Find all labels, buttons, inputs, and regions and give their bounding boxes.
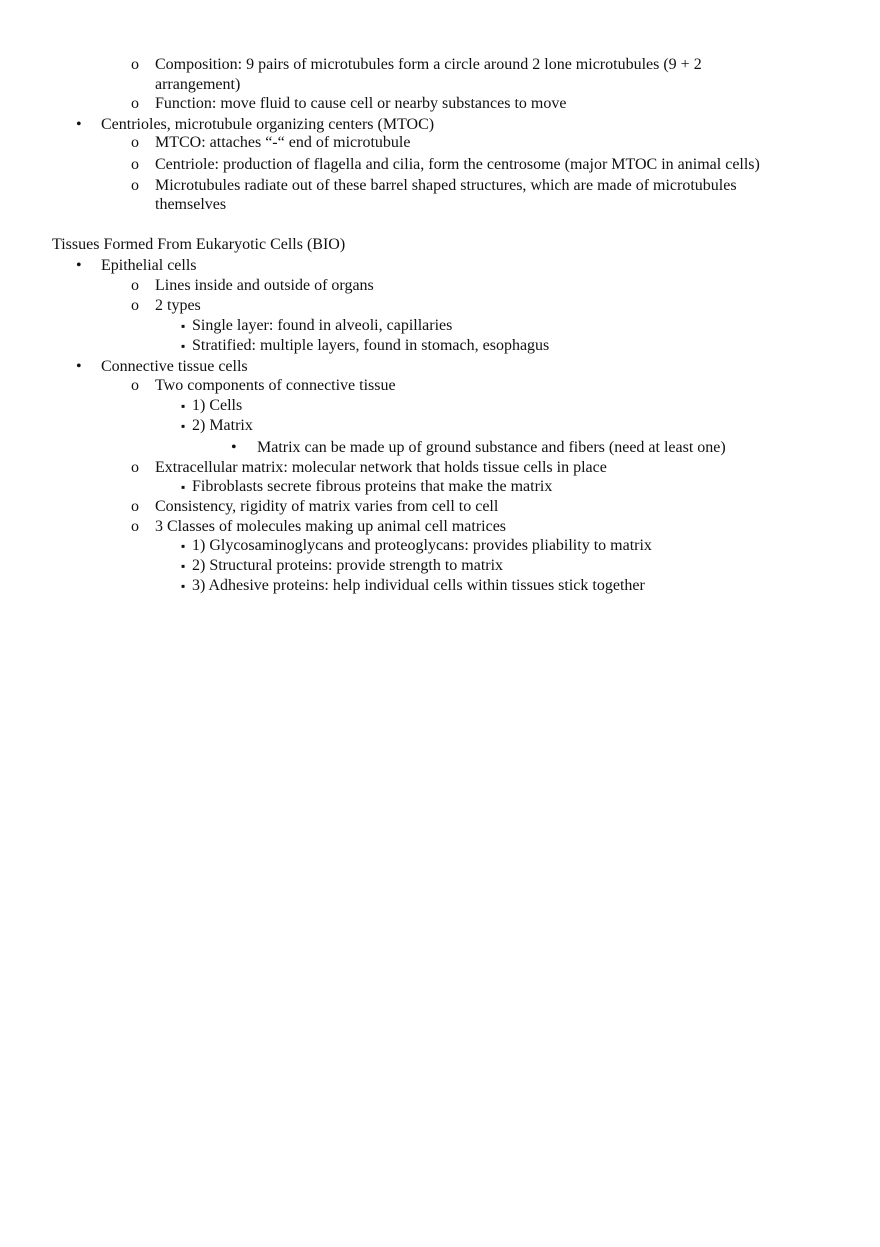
square-marker: ▪ bbox=[181, 319, 186, 333]
components-text: Two components of connective tissue bbox=[155, 377, 396, 394]
cells-text: 1) Cells bbox=[192, 397, 243, 414]
ground-substance-text: Matrix can be made up of ground substance and fibers (need at least one) bbox=[257, 439, 726, 456]
square-marker: ▪ bbox=[181, 579, 186, 593]
section-heading: Tissues Formed From Eukaryotic Cells (BIO) bbox=[52, 236, 346, 253]
lines-text: Lines inside and outside of organs bbox=[155, 277, 374, 294]
consistency-text: Consistency, rigidity of matrix varies from cell to cell bbox=[155, 498, 499, 515]
bullet-marker: • bbox=[76, 116, 82, 133]
square-marker: ▪ bbox=[181, 539, 186, 553]
list-marker-o: o bbox=[131, 177, 139, 194]
matrix-text: 2) Matrix bbox=[192, 417, 253, 434]
function-text: Function: move fluid to cause cell or nearby substances to move bbox=[155, 95, 567, 112]
list-marker-o: o bbox=[131, 156, 139, 173]
classes-text: 3 Classes of molecules making up animal cell matrices bbox=[155, 518, 507, 535]
radiate-line-1: Microtubules radiate out of these barrel shaped structures, which are made of microtubules bbox=[155, 177, 737, 194]
list-marker-o: o bbox=[131, 56, 139, 73]
composition-line-1: Composition: 9 pairs of microtubules form a circle around 2 lone microtubules (9 + 2 bbox=[155, 56, 702, 73]
composition-line-2: arrangement) bbox=[155, 76, 241, 93]
fibroblasts-text: Fibroblasts secrete fibrous proteins that make the matrix bbox=[192, 478, 553, 495]
ecm-text: Extracellular matrix: molecular network that holds tissue cells in place bbox=[155, 459, 607, 476]
list-marker-o: o bbox=[131, 95, 139, 112]
connective-text: Connective tissue cells bbox=[101, 358, 248, 375]
square-marker: ▪ bbox=[181, 419, 186, 433]
stratified-text: Stratified: multiple layers, found in stomach, esophagus bbox=[192, 337, 550, 354]
centrioles-text: Centrioles, microtubule organizing centers (MTOC) bbox=[101, 116, 435, 133]
glycosaminoglycans-text: 1) Glycosaminoglycans and proteoglycans: provides pliability to matrix bbox=[192, 537, 652, 554]
list-marker-o: o bbox=[131, 377, 139, 394]
adhesive-proteins-text: 3) Adhesive proteins: help individual cells within tissues stick together bbox=[192, 577, 645, 594]
single-layer-text: Single layer: found in alveoli, capillaries bbox=[192, 317, 453, 334]
bullet-marker: • bbox=[76, 257, 82, 274]
square-marker: ▪ bbox=[181, 399, 186, 413]
epithelial-text: Epithelial cells bbox=[101, 257, 197, 274]
square-marker: ▪ bbox=[181, 339, 186, 353]
list-marker-o: o bbox=[131, 518, 139, 535]
list-marker-o: o bbox=[131, 134, 139, 151]
centriole-text: Centriole: production of flagella and cilia, form the centrosome (major MTOC in animal cells) bbox=[155, 156, 760, 173]
bullet-marker: • bbox=[76, 358, 82, 375]
square-marker: ▪ bbox=[181, 559, 186, 573]
list-marker-o: o bbox=[131, 459, 139, 476]
types-text: 2 types bbox=[155, 297, 201, 314]
radiate-line-2: themselves bbox=[155, 196, 227, 213]
bullet-marker: • bbox=[231, 439, 237, 456]
structural-proteins-text: 2) Structural proteins: provide strength to matrix bbox=[192, 557, 504, 574]
square-marker: ▪ bbox=[181, 480, 186, 494]
mtco-text: MTCO: attaches “-“ end of microtubule bbox=[155, 134, 411, 151]
list-marker-o: o bbox=[131, 297, 139, 314]
list-marker-o: o bbox=[131, 498, 139, 515]
list-marker-o: o bbox=[131, 277, 139, 294]
